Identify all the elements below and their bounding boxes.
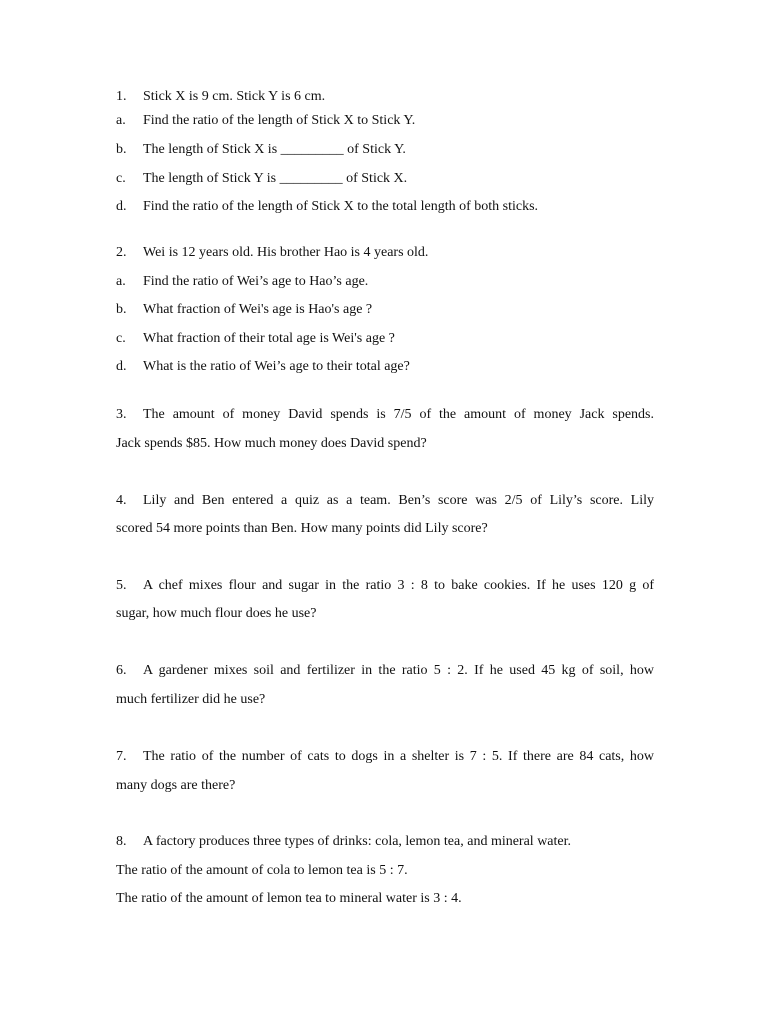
part-label: d. xyxy=(116,359,127,374)
part-label: b. xyxy=(116,302,127,317)
part-label: a. xyxy=(116,113,126,128)
question-number: 6. xyxy=(116,663,127,678)
part-text: What is the ratio of Wei’s age to their total age? xyxy=(143,359,410,374)
question-text: sugar, how much flour does he use? xyxy=(116,606,317,621)
question-text: A chef mixes flour and sugar in the ratio 3 : 8 to bake cookies. If he uses 120 g of xyxy=(143,578,654,593)
question-text: many dogs are there? xyxy=(116,778,236,793)
part-text: What fraction of their total age is Wei's age ? xyxy=(143,331,395,346)
part-text: Find the ratio of the length of Stick X to the total length of both sticks. xyxy=(143,199,539,214)
question-number: 5. xyxy=(116,578,127,593)
question-text: A factory produces three types of drinks: cola, lemon tea, and mineral water. xyxy=(143,834,572,849)
question-number: 2. xyxy=(116,245,127,260)
question-stem: Wei is 12 years old. His brother Hao is 4 years old. xyxy=(143,245,429,260)
question-text: The ratio of the number of cats to dogs in a shelter is 7 : 5. If there are 84 cats, how xyxy=(143,749,654,764)
question-text: A gardener mixes soil and fertilizer in the ratio 5 : 2. If he used 45 kg of soil, how xyxy=(143,663,654,678)
part-label: b. xyxy=(116,142,127,157)
part-text: What fraction of Wei's age is Hao's age ? xyxy=(143,302,373,317)
question-number: 1. xyxy=(116,89,127,104)
question-line xyxy=(116,406,654,424)
part-text: Find the ratio of the length of Stick X to Stick Y. xyxy=(143,113,416,128)
question-number: 4. xyxy=(116,493,127,508)
part-text: Find the ratio of Wei’s age to Hao’s age. xyxy=(143,274,369,289)
question-line xyxy=(116,492,654,510)
question-number: 7. xyxy=(116,749,127,764)
question-text: The ratio of the amount of cola to lemon tea is 5 : 7. xyxy=(116,863,408,878)
part-label: a. xyxy=(116,274,126,289)
part-label: d. xyxy=(116,199,127,214)
question-text: scored 54 more points than Ben. How many points did Lily score? xyxy=(116,521,488,536)
part-label: c. xyxy=(116,171,126,186)
question-stem: Stick X is 9 cm. Stick Y is 6 cm. xyxy=(143,89,326,104)
question-text: Lily and Ben entered a quiz as a team. Ben’s score was 2/5 of Lily’s score. Lily xyxy=(143,493,654,508)
question-text: The amount of money David spends is 7/5 of the amount of money Jack spends. xyxy=(143,407,654,422)
question-line xyxy=(116,748,654,766)
part-text: The length of Stick Y is _________ of Stick X. xyxy=(143,171,408,186)
part-text: The length of Stick X is _________ of Stick Y. xyxy=(143,142,406,157)
question-text: much fertilizer did he use? xyxy=(116,692,266,707)
question-number: 3. xyxy=(116,407,127,422)
question-text: The ratio of the amount of lemon tea to mineral water is 3 : 4. xyxy=(116,891,462,906)
question-line xyxy=(116,662,654,680)
part-label: c. xyxy=(116,331,126,346)
question-text: Jack spends $85. How much money does David spend? xyxy=(116,436,427,451)
question-number: 8. xyxy=(116,834,127,849)
question-line xyxy=(116,577,654,595)
